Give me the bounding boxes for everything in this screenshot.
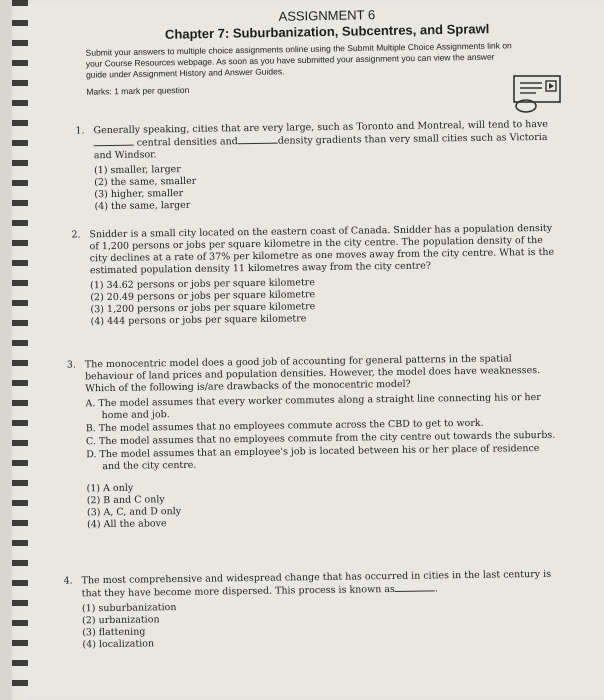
option: (3) A, C, and D only — [86, 505, 182, 519]
statements-list — [85, 392, 560, 474]
options-list — [94, 159, 555, 213]
question-2 — [71, 222, 560, 329]
instructions-text: Submit your answers to multiple choice assignments online using the Submit Multiple Choice Assignments link on your Course Resources webpage. As soon as you have submitted your assignment you can view the answer guide under Assignment History and Answer Guides. — [85, 40, 512, 80]
option: (2) 20.49 persons or jobs per square kilometre — [90, 289, 316, 304]
option: (3) 1,200 persons or jobs per square kilometre — [90, 301, 316, 316]
answer-blank — [395, 582, 435, 592]
options-list — [87, 477, 562, 532]
submit-assignment-icon — [512, 74, 564, 114]
options-list — [82, 597, 561, 652]
option: (1) 34.62 persons or jobs per square kilometre — [90, 277, 316, 292]
spiral-binding — [12, 0, 28, 700]
question-stem: The most comprehensive and widespread change that has occurred in cities in the last century is that they have become more dispersed. This process is known as . — [81, 568, 552, 600]
chapter-title: Chapter 7: Suburbanization, Subcentres, and Sprawl — [164, 21, 490, 42]
question-number: 1. — [75, 125, 85, 137]
question-stem: Generally speaking, cities that are very large, such as Toronto and Montreal, will tend to have central densities and density gradients than very small cities such as Victoria and Windsor. — [93, 118, 549, 162]
marks-text: Marks: 1 mark per question — [86, 84, 190, 97]
option: (1) smaller, larger — [93, 164, 181, 177]
option: (4) All the above — [87, 518, 167, 531]
statement: C. The model assumes that no employees commute from the city centre out towards the suburbs. — [85, 429, 556, 448]
option: (2) B and C only — [86, 494, 165, 507]
question-4 — [63, 568, 560, 652]
statement: A. The model assumes that every worker commutes along a straight line connecting his or her home and job. — [85, 391, 541, 422]
statement: B. The model assumes that no employees commute across the CBD to get to work. — [85, 417, 484, 435]
option: (4) the same, larger — [94, 199, 191, 213]
document-page — [12, 0, 604, 700]
option: (3) flattening — [82, 626, 146, 639]
answer-blank — [94, 137, 134, 147]
answer-blank — [238, 135, 278, 145]
question-stem: The monocentric model does a good job of accounting for general patterns in the spatial behaviour of land prices and population densities. However, the model does have weaknesses. Which of the following is/are drawbacks of the monocentric model? — [84, 353, 541, 395]
options-list — [90, 274, 561, 329]
option: (2) the same, smaller — [94, 175, 197, 189]
question-1 — [75, 118, 554, 213]
option: (4) localization — [82, 638, 155, 651]
option: (1) A only — [86, 482, 134, 495]
question-number: 3. — [66, 359, 77, 371]
question-number: 4. — [63, 575, 73, 587]
instructions-block — [86, 40, 517, 103]
question-number: 2. — [71, 229, 81, 241]
question-stem: Snidder is a small city located on the eastern coast of Canada. Snidder has a population density of 1,200 persons or jobs per square kilometre in the city centre. The population density of the city declines at a rate of 37% per kilometre as one moves away from the city centre. What is the estimated population density 11 kilometres away from the city centre? — [89, 222, 555, 277]
option: (2) urbanization — [82, 614, 160, 627]
option: (4) 444 persons or jobs per square kilometre — [90, 313, 307, 328]
option: (1) suburbanization — [81, 602, 177, 615]
header — [132, 5, 522, 44]
question-3 — [66, 353, 561, 532]
statement: D. The model assumes that an employee's job is located between his or her place of residence and the city centre. — [86, 442, 540, 473]
assignment-title: ASSIGNMENT 6 — [278, 7, 376, 24]
option: (3) higher, smaller — [94, 187, 184, 201]
